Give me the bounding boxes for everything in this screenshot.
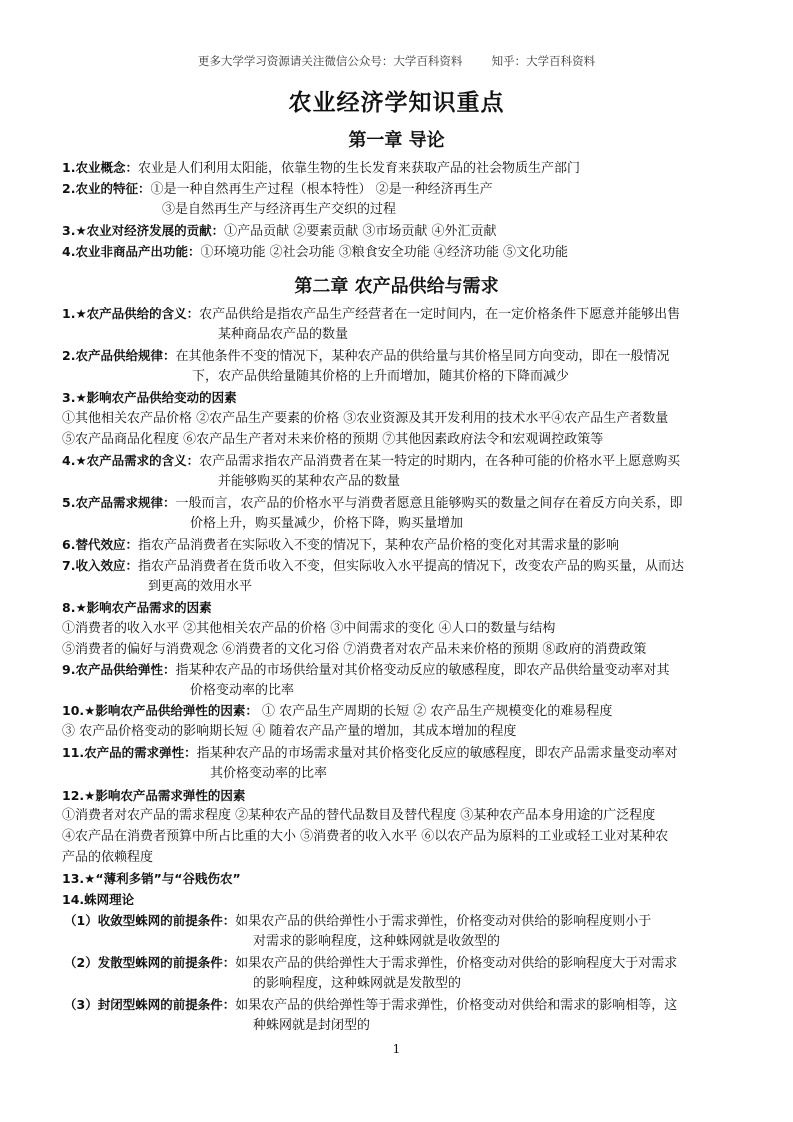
item-label: 1.★农产品供给的含义： [62,306,200,321]
item-label: 2.农产品供给规律： [62,348,176,363]
cobweb-divergent-cont: 的影响程度，这种蛛网就是发散型的 [253,976,462,991]
item-label: 9.农产品供给弹性： [62,662,176,677]
ch1-item-4 [62,242,568,263]
ch2-item-10 [62,701,612,722]
item-label: 4.★农产品需求的含义： [62,453,200,468]
item-text: ①环境功能 ②社会功能 ③粮食安全功能 ④经济功能 ⑤文化功能 [200,245,568,260]
ch2-item-7-cont: 到更高的效用水平 [148,579,253,594]
ch1-item-2 [62,179,493,200]
item-label: 11.农产品的需求弹性： [62,745,197,760]
ch2-item-4-cont: 并能够购买的某种农产品的数量 [218,474,401,489]
ch2-item-8-label: 8.★影响农产品需求的因素 [62,600,212,615]
item-text: 指某种农产品的市场需求量对其价格变化反应的敏感程度，即农产品需求量变动率对 [196,746,678,761]
ch2-item-1 [62,304,680,325]
cobweb-closed-cont: 种蛛网就是封闭型的 [253,1018,371,1033]
ch2-item-12-line-3: 产品的依赖程度 [62,850,154,865]
ch2-item-4 [62,451,680,472]
page-number: 1 [392,1042,401,1056]
item-label: 1.农业概念： [62,160,138,175]
ch1-item-3 [62,221,497,242]
item-text: ① 农产品生产周期的长短 ② 农产品生产规模变化的难易程度 [257,704,613,719]
sub-text: 如果农产品的供给弹性等于需求弹性，价格变动对供给和需求的影响相等，这 [235,998,678,1013]
item-text: ①是一种自然再生产过程（根本特性） ②是一种经济再生产 [150,182,493,197]
item-label: 5.农产品需求规律： [62,495,176,510]
ch2-item-2-cont: 下，农产品供给量随其价格的上升而增加，随其价格的下降而减少 [192,369,570,384]
item-label: 10.★影响农产品供给弹性的因素： [62,703,258,718]
ch2-item-12-line-1: ①消费者对农产品的需求程度 ②某种农产品的替代品数目及替代程度 ③某种农产品本身用途的广泛程度 [62,808,656,823]
item-text: 农产品需求指农产品消费者在某一特定的时期内，在各种可能的价格水平上愿意购买 [199,454,681,469]
item-label: 2.农业的特征： [62,181,151,196]
item-label: 6.替代效应： [62,537,138,552]
ch2-item-1-cont: 某种商品农产品的数量 [218,327,349,342]
item-text: 指某种农产品的市场供给量对其价格变动反应的敏感程度，即农产品供给量变动率对其 [175,663,670,678]
ch2-item-2 [62,346,669,367]
sub-label: （1）收敛型蛛网的前提条件： [64,913,236,928]
item-text: 在其他条件不变的情况下，某种农产品的供给量与其价格呈同方向变动，即在一般情况 [175,349,670,364]
cobweb-closed [64,995,677,1016]
item-text: 农产品供给是指农产品生产经营者在一定时间内，在一定价格条件下愿意并能够出售 [199,307,681,322]
ch2-item-7 [62,556,684,577]
cobweb-convergent [64,911,651,932]
ch2-item-9-cont: 价格变动率的比率 [190,683,295,698]
item-label: 3.★农业对经济发展的贡献： [62,223,225,238]
item-text: 指农产品消费者在货币收入不变，但实际收入水平提高的情况下，改变农产品的购买量，从而达 [137,559,684,574]
ch2-item-10-line-1: ③ 农产品价格变动的影响期长短 ④ 随着农产品产量的增加，其成本增加的程度 [62,724,517,739]
chapter-1-title: 第一章 导论 [348,130,445,151]
sub-text: 如果农产品的供给弹性小于需求弹性，价格变动对供给的影响程度则小于 [235,914,652,929]
ch2-item-13-label: 13.★“薄利多销”与“谷贱伤农” [62,871,241,886]
item-label: 7.收入效应： [62,558,138,573]
ch2-item-11 [62,743,678,764]
chapter-2-title: 第二章 农产品供给与需求 [294,276,499,297]
ch2-item-6 [62,535,619,556]
ch2-item-3-line-1: ①其他相关农产品价格 ②农产品生产要素的价格 ③农业资源及其开发利用的技术水平④农产品生产者数量 [62,411,669,426]
ch2-item-3-line-2: ⑤农产品商品化程度 ⑥农产品生产者对未来价格的预期 ⑦其他因素政府法令和宏观调控政策等 [62,432,604,447]
item-text: 一般而言，农产品的价格水平与消费者愿意且能够购买的数量之间存在着反方向关系，即 [175,496,683,511]
sub-label: （3）封闭型蛛网的前提条件： [64,997,236,1012]
sub-label: （2）发散型蛛网的前提条件： [64,955,236,970]
ch2-item-11-cont: 其价格变动率的比率 [210,766,328,781]
page-header: 更多大学学习资源请关注微信公众号：大学百科资料 知乎：大学百科资料 [197,54,596,68]
ch2-item-5 [62,493,682,514]
ch1-item-2-cont: ③是自然再生产与经济再生产交织的过程 [162,202,397,217]
document-title: 农业经济学知识重点 [288,90,505,116]
ch2-item-12-line-2: ④农产品在消费者预算中所占比重的大小 ⑤消费者的收入水平 ⑥以农产品为原料的工业或轻工业对某种农 [62,829,669,844]
item-text: ①产品贡献 ②要素贡献 ③市场贡献 ④外汇贡献 [224,224,497,239]
ch2-item-5-cont: 价格上升，购买量减少，价格下降，购买量增加 [190,516,464,531]
ch1-item-1 [62,158,580,179]
item-text: 农业是人们利用太阳能，依靠生物的生长发育来获取产品的社会物质生产部门 [137,161,580,176]
item-text: 指农产品消费者在实际收入不变的情况下，某种农产品价格的变化对其需求量的影响 [137,538,619,553]
item-label: 4.农业非商品产出功能： [62,244,201,259]
ch2-item-3-label: 3.★影响农产品供给变动的因素 [62,390,237,405]
ch2-item-12-label: 12.★影响农产品需求弹性的因素 [62,788,246,803]
ch2-item-14-label: 14.蛛网理论 [62,892,135,907]
ch2-item-8-line-2: ⑤消费者的偏好与消费观念 ⑥消费者的文化习俗 ⑦消费者对农产品未来价格的预期 ⑧政府的消费政策 [62,642,647,657]
cobweb-convergent-cont: 对需求的影响程度，这种蛛网就是收敛型的 [253,934,501,949]
sub-text: 如果农产品的供给弹性大于需求弹性，价格变动对供给的影响程度大于对需求 [235,956,678,971]
cobweb-divergent [64,953,677,974]
ch2-item-8-line-1: ①消费者的收入水平 ②其他相关农产品的价格 ③中间需求的变化 ④人口的数量与结构 [62,621,556,636]
ch2-item-9 [62,660,669,681]
